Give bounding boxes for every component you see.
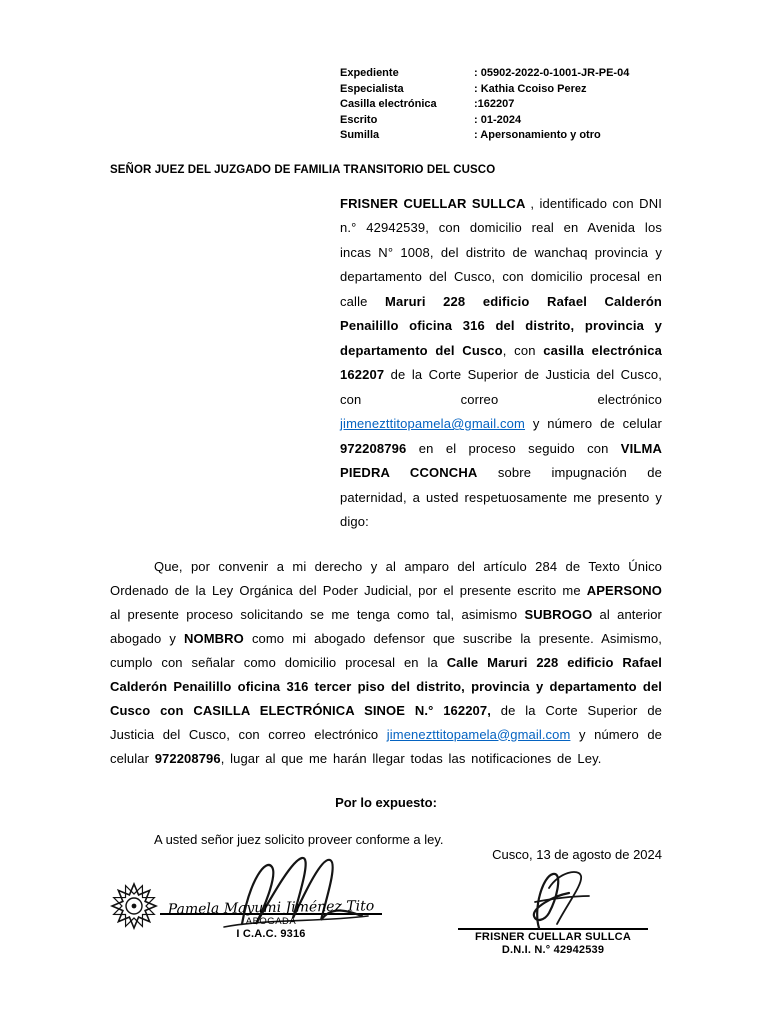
text-segment: VILMA PIEDRA CCONCHA (340, 440, 662, 480)
signature-block-party (458, 854, 648, 956)
addressee-line: SEÑOR JUEZ DEL JUZGADO DE FAMILIA TRANSITORIO DEL CUSCO (110, 163, 496, 176)
header-value: : Apersonamiento y otro (474, 129, 601, 141)
text-segment: de la Corte Superior de Justicia del Cusco, con correo electrónico (340, 367, 662, 407)
party-signature-scribble (505, 866, 601, 936)
header-label: Expediente (340, 67, 399, 79)
header-row-especialista (340, 82, 629, 98)
text-segment: y número de celular (110, 726, 662, 766)
text-segment: 972208796 (340, 440, 407, 456)
header-value: : Kathia Ccoiso Perez (474, 82, 587, 95)
lawyer-name-handwritten: Pamela Mayumi Jiménez Tito (167, 897, 375, 918)
text-segment: como mi abogado defensor que suscribe la presente. Asimismo, cumplo con señalar como domicilio procesal en la (110, 630, 662, 670)
header-value: : 05902-2022-0-1001-JR-PE-04 (474, 67, 630, 79)
header-label: Escrito (340, 113, 378, 126)
email-link[interactable]: jimenezttitopamela@gmail.com (386, 726, 571, 742)
text-segment: Maruri 228 edificio Rafael Calderón Penailillo oficina 316 del distrito, provincia y departamento del Cusco (340, 293, 663, 358)
header-row-casilla (340, 97, 629, 113)
text-segment: SUBROGO (524, 606, 593, 622)
text-segment: en el proceso seguido con (406, 440, 621, 456)
text-segment: , con (502, 342, 544, 358)
text-segment: , lugar al que me harán llegar todas las notificaciones de Ley. (220, 750, 602, 766)
header-row-expediente (340, 66, 629, 82)
header-value: : 01-2024 (474, 113, 522, 126)
text-segment: sobre impugnación de paternidad, a usted respetuosamente me presento y digo: (340, 465, 662, 529)
text-segment: NOMBRO (184, 630, 244, 646)
text-segment: Calle Maruri 228 edificio Rafael Calderón Penailillo oficina 316 tercer piso del distrito, provincia y departamento del Cusco con CASILLA ELECTRÓNICA SINOE N.° 162207, (110, 654, 663, 718)
header-label: Casilla electrónica (340, 98, 437, 110)
lawyer-registration-number: I C.A.C. 9316 (236, 927, 306, 940)
text-segment: 972208796 (154, 750, 221, 766)
signature-block-lawyer (114, 854, 382, 956)
por-lo-expuesto-line: Por lo expuesto: (335, 794, 437, 810)
text-segment: al presente proceso solicitando se me tenga como tal, asimismo (110, 606, 525, 622)
signatures-row (110, 854, 662, 956)
header-row-escrito (340, 113, 629, 129)
header-label: Sumilla (340, 129, 380, 141)
email-link[interactable]: jimenezttitopamela@gmail.com (340, 416, 526, 431)
party-name: FRISNER CUELLAR SULLCA (475, 930, 631, 943)
party-signature-line (458, 928, 648, 930)
header-label: Especialista (340, 82, 404, 95)
text-segment: al anterior abogado y (110, 606, 662, 646)
lawyer-title: ABOGADA (245, 915, 297, 927)
bar-association-seal-star (110, 882, 158, 930)
intro-paragraph (340, 192, 662, 535)
party-dni: D.N.I. N.° 42942539 (501, 943, 605, 956)
closing-line: A usted señor juez solicito proveer conforme a ley. (154, 831, 444, 847)
text-segment: , identificado con DNI n.° 42942539, con domicilio real en Avenida los incas N° 1008, del distrito de wanchaq provincia y departamento del Cusco, con domicilio procesal en calle (340, 195, 662, 309)
text-segment: casilla electrónica 162207 (340, 342, 662, 382)
date-line: Cusco, 13 de agosto de 2024 (492, 846, 662, 862)
header-value: :162207 (474, 98, 515, 110)
header-row-sumilla (340, 128, 629, 144)
text-segment: APERSONO (586, 582, 662, 598)
text-segment: Que, por convenir a mi derecho y al amparo del artículo 284 de Texto Único Ordenado de la Ley Orgánica del Poder Judicial, por el presente escrito me (110, 558, 662, 598)
body-paragraph (110, 555, 662, 771)
case-header-block (340, 66, 629, 144)
text-segment: de la Corte Superior de Justicia del Cusco, con correo electrónico (110, 702, 662, 742)
text-segment: y número de celular (525, 416, 662, 431)
text-segment: FRISNER CUELLAR SULLCA (340, 195, 531, 211)
